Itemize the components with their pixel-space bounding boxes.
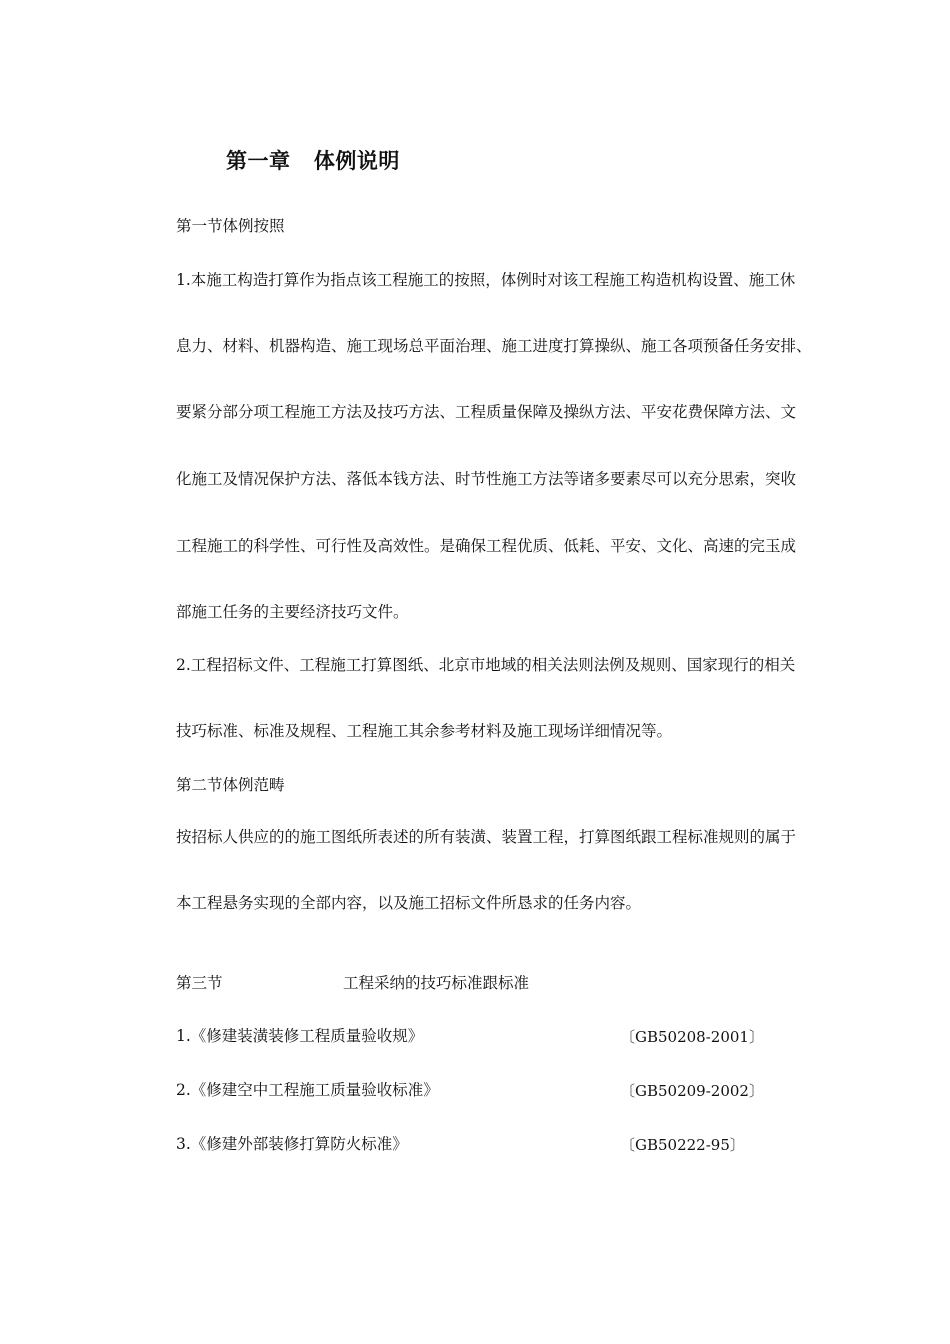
section1-para1-line: 要紧分部分项工程施工方法及技巧方法、工程质量保障及操纵方法、平安花费保障方法、文 bbox=[176, 403, 797, 421]
section3-title: 工程采纳的技巧标准跟标准 bbox=[343, 974, 530, 992]
section2-heading: 第二节体例范畴 bbox=[176, 776, 285, 794]
section1-para1-line: 息力、材料、机器构造、施工现场总平面治理、施工进度打算操纵、施工各项预备任务安排、 bbox=[176, 337, 812, 355]
section1-para2-line: 技巧标准、标准及规程、工程施工其余参考材料及施工现场详细情况等。 bbox=[176, 722, 673, 740]
standard-name: 1.《修建装潢装修工程质量验收规》 bbox=[176, 1027, 424, 1045]
standard-code: 〔GB50208-2001〕 bbox=[620, 1028, 764, 1046]
standard-name: 3.《修建外部装修打算防火标准》 bbox=[176, 1135, 408, 1153]
section1-para1-line: 化施工及情况保护方法、落低本钱方法、时节性施工方法等诸多要素尽可以充分思索，突收 bbox=[176, 470, 797, 488]
section1-para1-line: 1.本施工构造打算作为指点该工程施工的按照，体例时对该工程施工构造机构设置、施工休 bbox=[176, 271, 796, 289]
section2-para-line: 本工程悬务实现的全部内容，以及施工招标文件所恳求的任务内容。 bbox=[176, 894, 642, 912]
section1-para1-line: 部施工任务的主要经济技巧文件。 bbox=[176, 603, 409, 621]
section2-para-line: 按招标人供应的的施工图纸所表述的所有装潢、装置工程，打算图纸跟工程标准规则的属于 bbox=[176, 828, 797, 846]
section3-label: 第三节 bbox=[176, 974, 223, 992]
section1-heading: 第一节体例按照 bbox=[176, 217, 285, 235]
section1-para2-line: 2.工程招标文件、工程施工打算图纸、北京市地域的相关法则法例及规则、国家现行的相关 bbox=[176, 656, 796, 674]
standard-code: 〔GB50209-2002〕 bbox=[620, 1082, 764, 1100]
standard-name: 2.《修建空中工程施工质量验收标准》 bbox=[176, 1081, 439, 1099]
standard-code: 〔GB50222-95〕 bbox=[620, 1136, 745, 1154]
section1-para1-line: 工程施工的科学性、可行性及高效性。是确保工程优质、低耗、平安、文化、高速的完玉成 bbox=[176, 537, 797, 555]
chapter-title: 第一章 体例说明 bbox=[226, 149, 400, 173]
